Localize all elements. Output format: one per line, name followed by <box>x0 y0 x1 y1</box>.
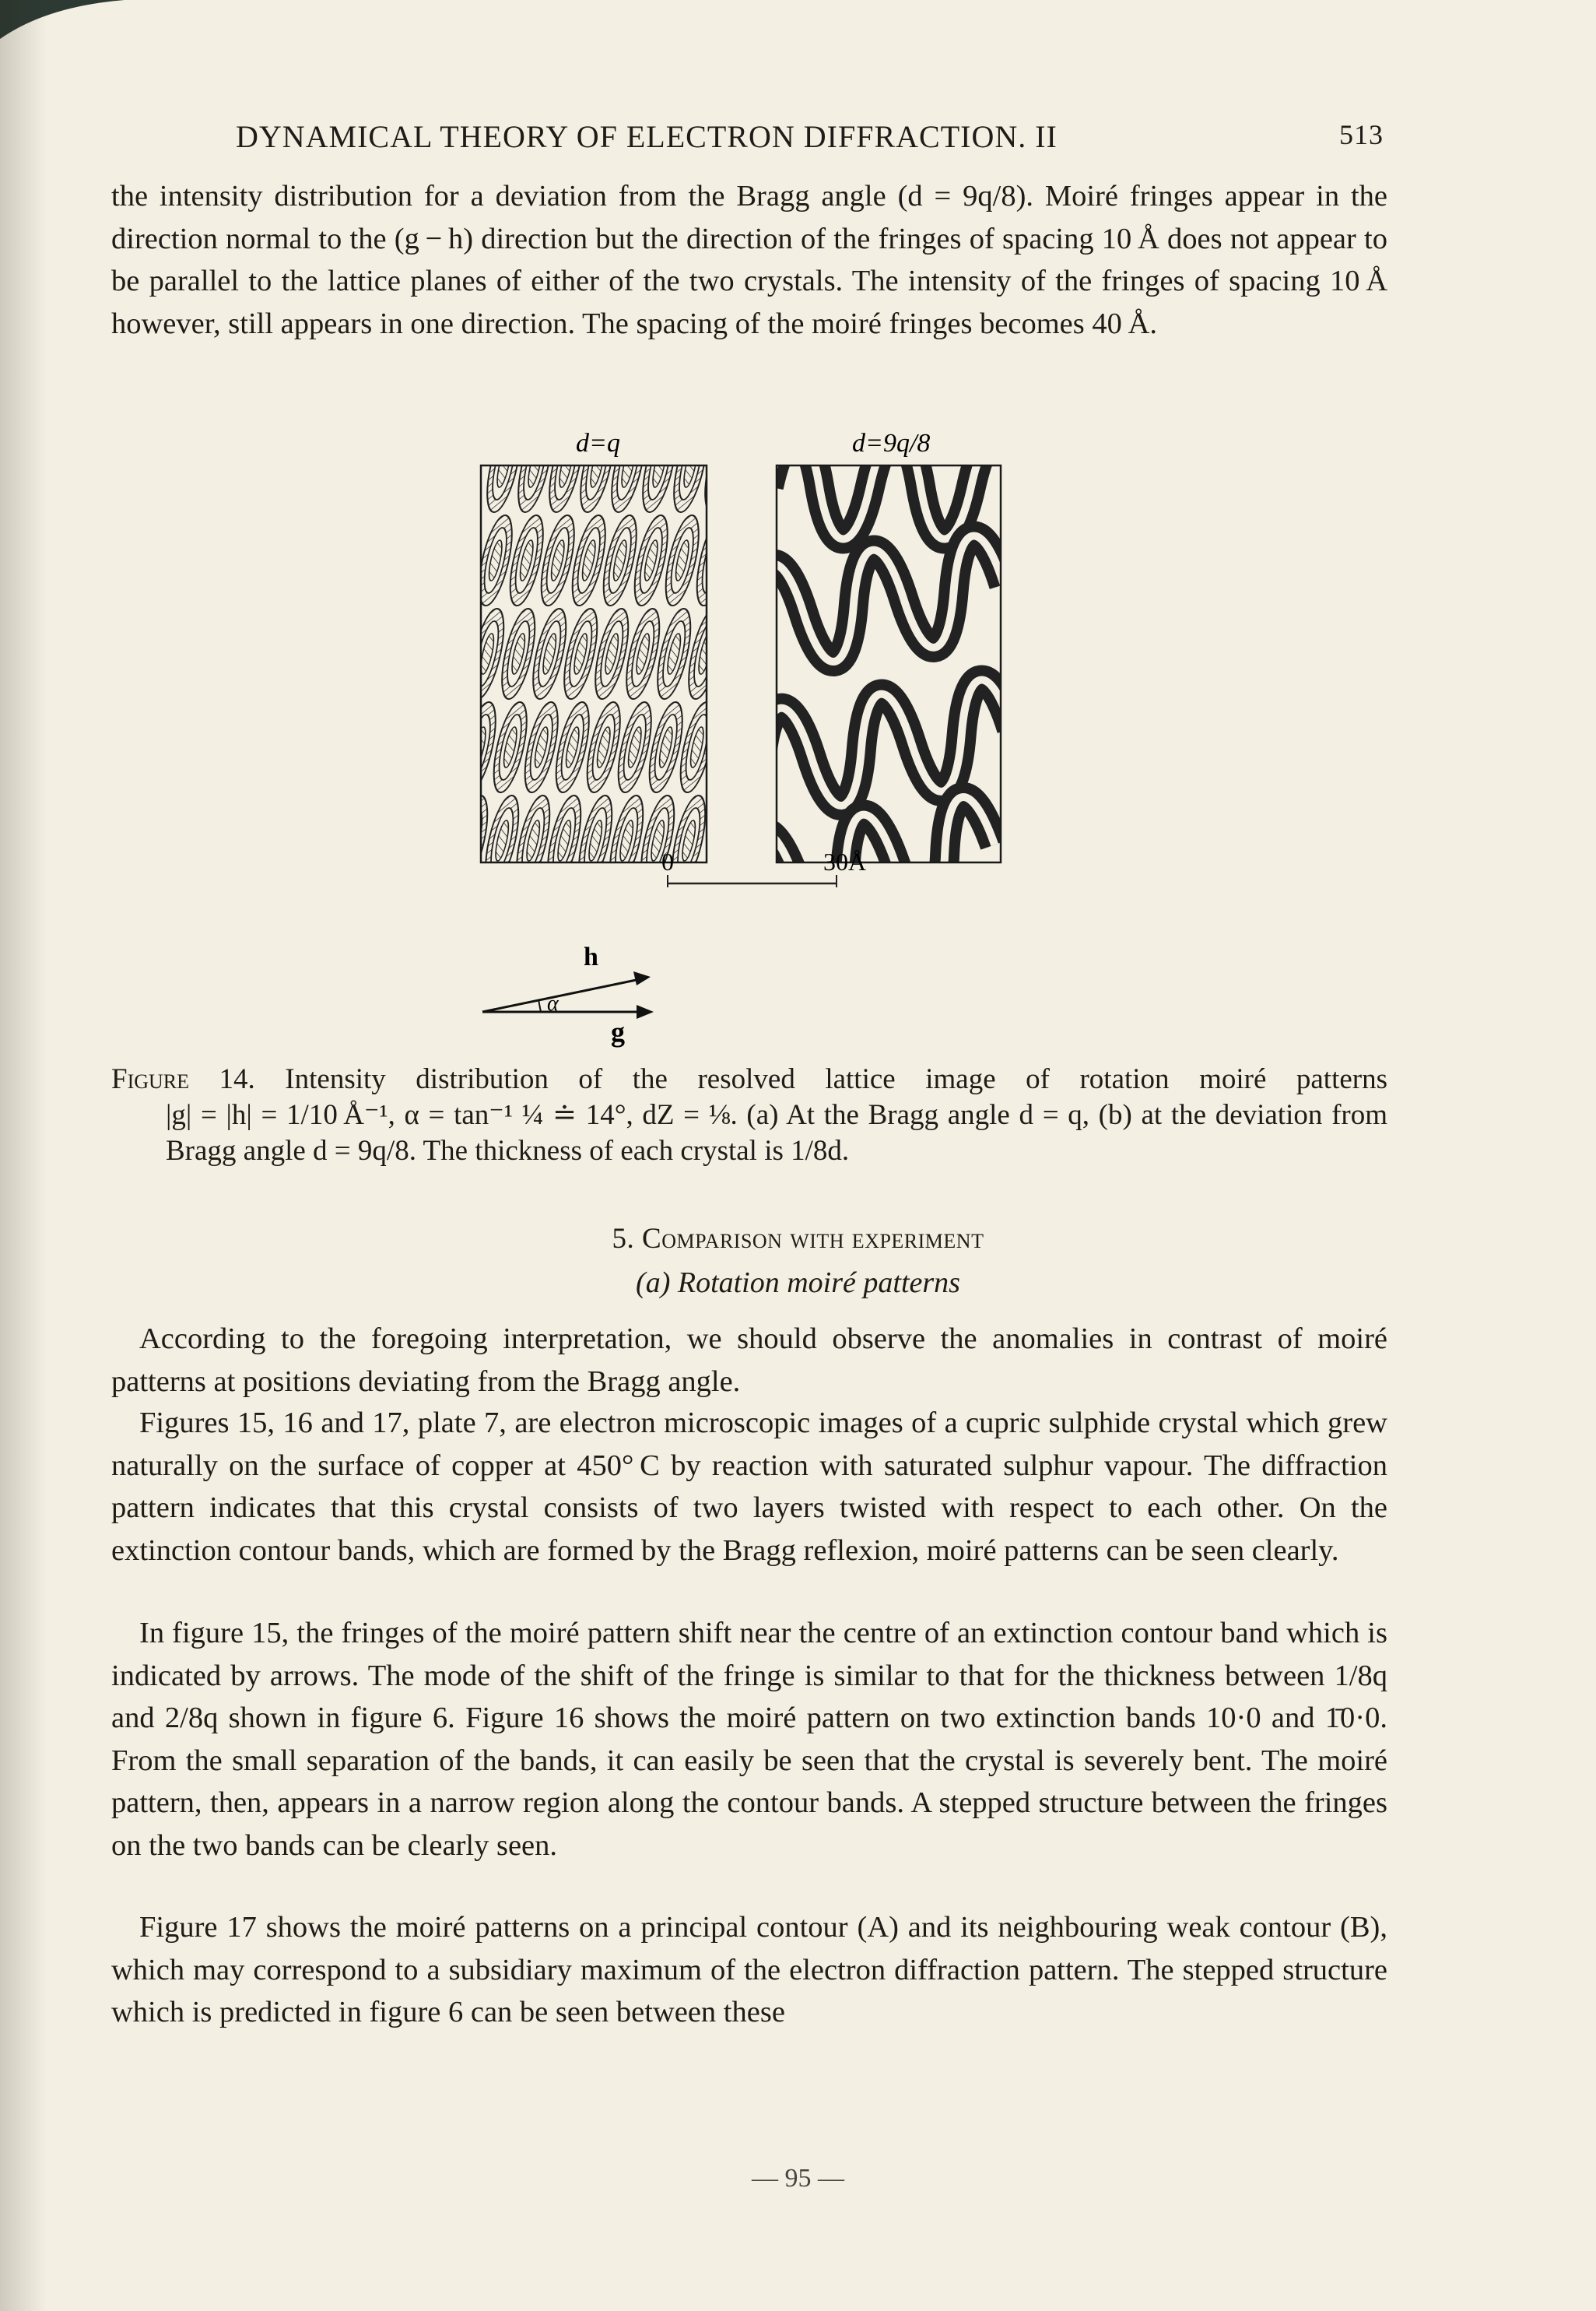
panel-b <box>736 434 1022 941</box>
section-number: 5. <box>612 1223 635 1255</box>
figure-14-drawing <box>467 420 1035 1048</box>
section-heading <box>0 1222 1596 1256</box>
angle-alpha-label: α <box>547 992 559 1016</box>
section-title: Comparison with experiment <box>642 1223 984 1255</box>
page-number: 513 <box>1339 119 1384 150</box>
subsection-heading: (a) Rotation moiré patterns <box>636 1266 960 1299</box>
binding-shadow <box>0 0 47 2311</box>
body-paragraph-1: According to the foregoing interpretation, we should observe the anomalies in contrast of moiré patterns at positions deviating from the Bragg angle. <box>111 1322 1387 1398</box>
panel-b-label: d=9q/8 <box>852 429 931 458</box>
running-title: DYNAMICAL THEORY OF ELECTRON DIFFRACTION. II <box>236 119 1058 154</box>
panel-a <box>402 422 791 886</box>
figure-caption <box>111 1062 1387 1169</box>
panel-a-label: d=q <box>576 429 620 458</box>
caption-label: Figure 14. <box>111 1063 255 1095</box>
body-paragraph-4: Figure 17 shows the moiré patterns on a principal contour (A) and its neighbouring weak contour (B), which may correspond to a subsidiary maximum of the electron diffraction pattern. The stepped structure which is predicted in figure 6 can be seen between these <box>111 1911 1387 2028</box>
intro-paragraph: the intensity distribution for a deviation from the Bragg angle (d = 9q/8). Moiré fringes appear in the direction normal to the (g − h) direction but the direction of the fringes of spacing 10 Å does not appear to be parallel to the lattice planes of either of the two crystals. The intensity of the fringes of spacing 10 Å however, still appears in one direction. The spacing of the moiré fringes becomes 40 Å. <box>111 180 1387 340</box>
body-paragraph-3: In figure 15, the fringes of the moiré pattern shift near the centre of an extinction contour band which is indicated by arrows. The mode of the shift of the fringe is similar to that for the thickness between 1/8q and 2/8q shown in figure 6. Figure 16 shows the moiré pattern on two extinction bands 10·0 and 1̄0·0. From the small separation of the bands, it can easily be seen that the crystal is severely bent. The moiré pattern, then, appears in a narrow region along the contour bands. A stepped structure between the fringes on the two bands can be clearly seen. <box>111 1617 1387 1862</box>
page-footer: — 95 — <box>752 2164 844 2193</box>
vector-h-label: h <box>584 943 598 971</box>
figure-14 <box>467 420 1035 1048</box>
caption-continuation: |g| = |h| = 1/10 Å⁻¹, α = tan⁻¹ ¼ ≐ 14°, dZ = ⅛. (a) At the Bragg angle d = q, (b) at the deviation from Bragg angle d = 9q/8. The thickness of each crystal is 1/8d. <box>166 1099 1387 1167</box>
caption-line1-text: Intensity distribution of the resolved lattice image of rotation moiré patterns <box>285 1063 1388 1095</box>
vector-g-label: g <box>611 1017 625 1048</box>
scale-zero-label: 0 <box>661 848 674 876</box>
scale-length-label: 30Å <box>823 848 867 876</box>
vector-diagram <box>482 943 654 1048</box>
caption-first-line <box>111 1062 1387 1098</box>
body-paragraph-2: Figures 15, 16 and 17, plate 7, are electron microscopic images of a cupric sulphide crystal which grew naturally on the surface of copper at 450° C by reaction with saturated sulphur vapour. The diffraction pattern indicates that this crystal consists of two layers twisted with respect to each other. On the extinction contour bands, which are formed by the Bragg reflexion, moiré patterns can be seen clearly. <box>111 1407 1387 1567</box>
